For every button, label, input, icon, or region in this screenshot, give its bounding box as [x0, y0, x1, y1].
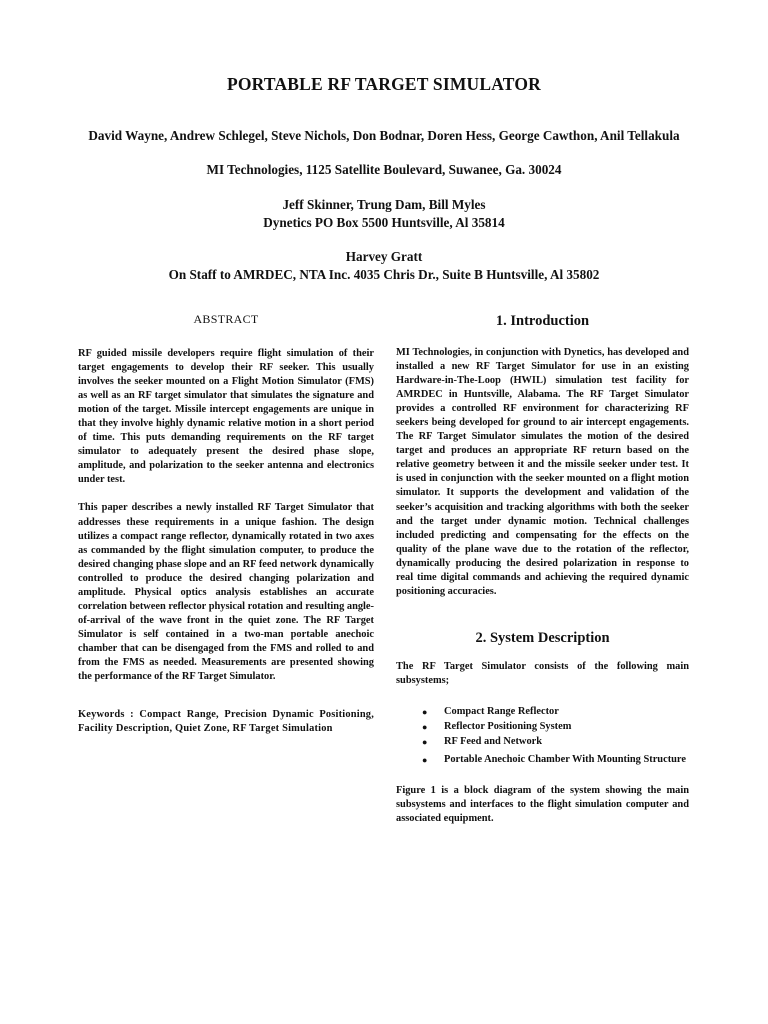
section-heading-introduction: 1. Introduction: [495, 313, 590, 329]
affiliation-mi-technologies: [0, 161, 768, 179]
paper-title: PORTABLE RF TARGET SIMULATOR: [226, 74, 542, 94]
affiliation-authors: Jeff Skinner, Trung Dam, Bill Myles: [282, 197, 486, 212]
figure-reference-paragraph: Figure 1 is a block diagram of the system showing the main subsystems and interfaces to the flight simulation computer and associated equipment.: [396, 785, 689, 825]
affiliation-amrdec: [0, 248, 768, 284]
affiliation-authors: Harvey Gratt: [345, 249, 423, 264]
abstract-paragraph: This paper describes a newly installed RF Target Simulator that addresses these requirements in a unique fashion. The design utilizes a compact range reflector, dynamically rotated in two axes as commanded by the flight simulation computer, to produce the desired changing phase slope and an RF feed network dynamically controlled to produce the desired changing polarization and amplitude. Physical optics analysis establishes an accurate correlation between reflector physical rotation and resulting angle-of-arrival of the wave front in the quiet zone. The RF Target Simulator is self contained in a two-man portable anechoic chamber that can be disengaged from the FMS and rolled to and from the FMS as needed. Measurements are presented showing the performance of the RF Target Simulator.: [78, 502, 375, 683]
abstract-paragraph: RF guided missile developers require flight simulation of their target engagements to develop their RF seeker. This usually involves the seeker mounted on a Flight Motion Simulator (FMS) as well as an RF target simulator that simulates the signature and motion of the target. Missile intercept engagements are unique in that they involve highly dynamic relative motion in a short period of time. This puts demanding requirements on the RF target simulator to adequately present the desired phase slope, amplitude, and polarization to the seeker antenna and electronics under test.: [78, 348, 374, 486]
author-list: David Wayne, Andrew Schlegel, Steve Nichols, Don Bodnar, Doren Hess, George Cawthon, Anil Tellakula: [88, 128, 680, 143]
affiliation-dynetics: [0, 196, 768, 232]
bullet-icon: ●: [422, 706, 428, 717]
bullet-icon: ●: [422, 721, 428, 732]
system-description-intro: The RF Target Simulator consists of the following main subsystems;: [396, 660, 689, 686]
subsystem-list: [396, 705, 689, 767]
list-item: ● Reflector Positioning System: [396, 720, 689, 734]
introduction-paragraph: MI Technologies, in conjunction with Dynetics, has developed and installed a new RF Target Simulator for use in an existing Hardware-in-The-Loop (HWIL) simulation test facility for AMRDEC in Huntsville, Alabama. The RF Target Simulator provides a controlled RF environment for characterizing RF seekers being developed for ground to air intercept engagements. The RF Target Simulator simulates the motion of the desired target and produces an appropriate RF return based on the relative geometry between it and the missile seeker under test. It is used in conjunction with the seeker mounted on a flight motion simulator. It supports the development and validation of the seeker’s acquisition and tracking algorithms with both the seeker and the target under dynamic motion. Technical challenges included predicting and compensating for the effects on the quality of the plane wave due to the rotation of the reflector, dynamically producing the desired polarization in response to real time digital commands and achieving the required dynamic positioning accuracies.: [396, 347, 689, 597]
affiliation-address: MI Technologies, 1125 Satellite Boulevard, Suwanee, Ga. 30024: [206, 162, 562, 177]
section-heading-system-description: 2. System Description: [475, 629, 610, 646]
list-item: ● Portable Anechoic Chamber With Mounting Structure: [396, 753, 689, 767]
affiliation-address: Dynetics PO Box 5500 Huntsville, Al 35814: [263, 215, 505, 230]
abstract-heading: ABSTRACT: [193, 312, 259, 326]
right-column: [396, 313, 689, 826]
left-column: [78, 312, 374, 736]
bullet-icon: ●: [422, 755, 428, 766]
list-item: ● Compact Range Reflector: [396, 705, 689, 719]
keywords: Keywords : Compact Range, Precision Dynamic Positioning, Facility Description, Quiet Zone, RF Target Simulation: [78, 709, 374, 735]
affiliation-address: On Staff to AMRDEC, NTA Inc. 4035 Chris Dr., Suite B Huntsville, Al 35802: [168, 267, 600, 282]
bullet-icon: ●: [422, 737, 428, 748]
list-item: ● RF Feed and Network: [396, 735, 689, 749]
